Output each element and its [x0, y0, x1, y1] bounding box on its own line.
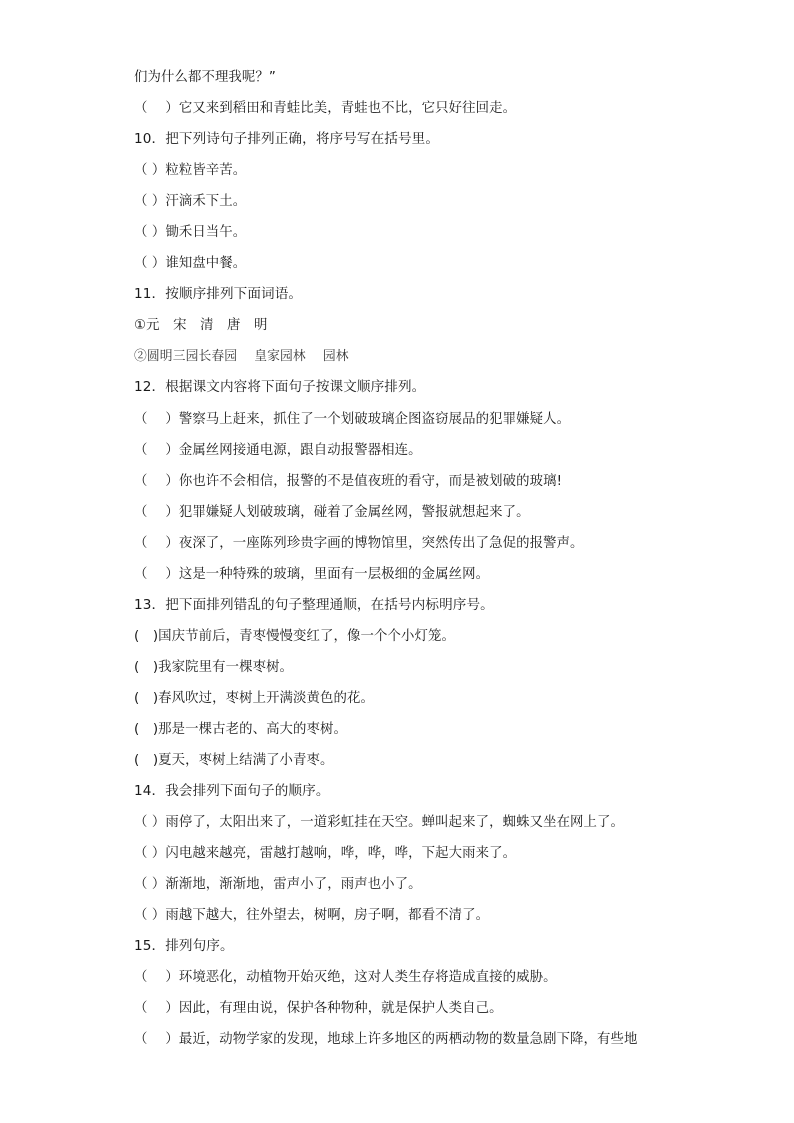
answer-line: （ ）因此，有理由说，保护各种物种，就是保护人类自己。: [134, 1001, 503, 1017]
question-11-heading: 11．按顺序排列下面词语。: [134, 286, 303, 303]
answer-line: （ ）雨停了，太阳出来了，一道彩虹挂在天空。蝉叫起来了，蜘蛛又坐在网上了。: [134, 815, 625, 831]
answer-line: （ ）你也许不会相信，报警的不是值夜班的看守，而是被划破的玻璃!: [134, 473, 563, 489]
answer-line: （ ）粒粒皆辛苦。: [134, 163, 247, 179]
answer-line: （ ）渐渐地，渐渐地，雷声小了，雨声也小了。: [134, 877, 422, 893]
question-10-heading: 10．把下列诗句子排列正确，将序号写在括号里。: [134, 131, 440, 148]
answer-line: ( )国庆节前后，青枣慢慢变红了，像一个个小灯笼。: [134, 628, 455, 644]
answer-line: ( )春风吹过，枣树上开满淡黄色的花。: [134, 690, 374, 706]
answer-line: ( )夏天，枣树上结满了小青枣。: [134, 753, 334, 769]
answer-line: （ ）锄禾日当午。: [134, 225, 247, 241]
answer-line: （ ）最近，动物学家的发现，地球上许多地区的两栖动物的数量急剧下降，有些地: [134, 1032, 638, 1048]
question-12-heading: 12．根据课文内容将下面句子按课文顺序排列。: [134, 379, 426, 396]
question-15-heading: 15．排列句序。: [134, 938, 234, 955]
question-14-heading: 14．我会排列下面句子的顺序。: [134, 783, 330, 800]
answer-line: （ ）汗滴禾下土。: [134, 194, 247, 210]
text-line: 们为什么都不理我呢？”: [134, 70, 276, 85]
question-13-heading: 13．把下面排列错乱的句子整理通顺，在括号内标明序号。: [134, 596, 494, 613]
word-list-line: ②圆明三园长春园 皇家园林 园林: [134, 349, 349, 365]
answer-line: （ ）环境恶化，动植物开始灭绝，这对人类生存将造成直接的威胁。: [134, 970, 557, 986]
answer-line: （ ）谁知盘中餐。: [134, 256, 247, 272]
answer-line: （ ）这是一种特殊的玻璃，里面有一层极细的金属丝网。: [134, 566, 490, 582]
answer-line: （ ）雨越下越大，往外望去，树啊，房子啊，都看不清了。: [134, 908, 490, 924]
word-list-line: ①元 宋 清 唐 明: [134, 318, 268, 334]
answer-line: （ ）夜深了，一座陈列珍贵字画的博物馆里，突然传出了急促的报警声。: [134, 535, 584, 551]
answer-line: （ ）警察马上赶来，抓住了一个划破玻璃企图盗窃展品的犯罪嫌疑人。: [134, 411, 571, 427]
answer-line: （ ）金属丝网接通电源，跟自动报警器相连。: [134, 442, 422, 458]
document-body: [134, 62, 674, 1056]
answer-line: ( )那是一棵古老的、高大的枣树。: [134, 721, 348, 737]
answer-line: （ ）闪电越来越亮，雷越打越响，哗，哗，哗，下起大雨来了。: [134, 846, 517, 862]
answer-line: （ ）它又来到稻田和青蛙比美，青蛙也不比，它只好往回走。: [134, 101, 517, 117]
answer-line: ( )我家院里有一棵枣树。: [134, 659, 294, 675]
answer-line: （ ）犯罪嫌疑人划破玻璃，碰着了金属丝网，警报就想起来了。: [134, 504, 530, 520]
